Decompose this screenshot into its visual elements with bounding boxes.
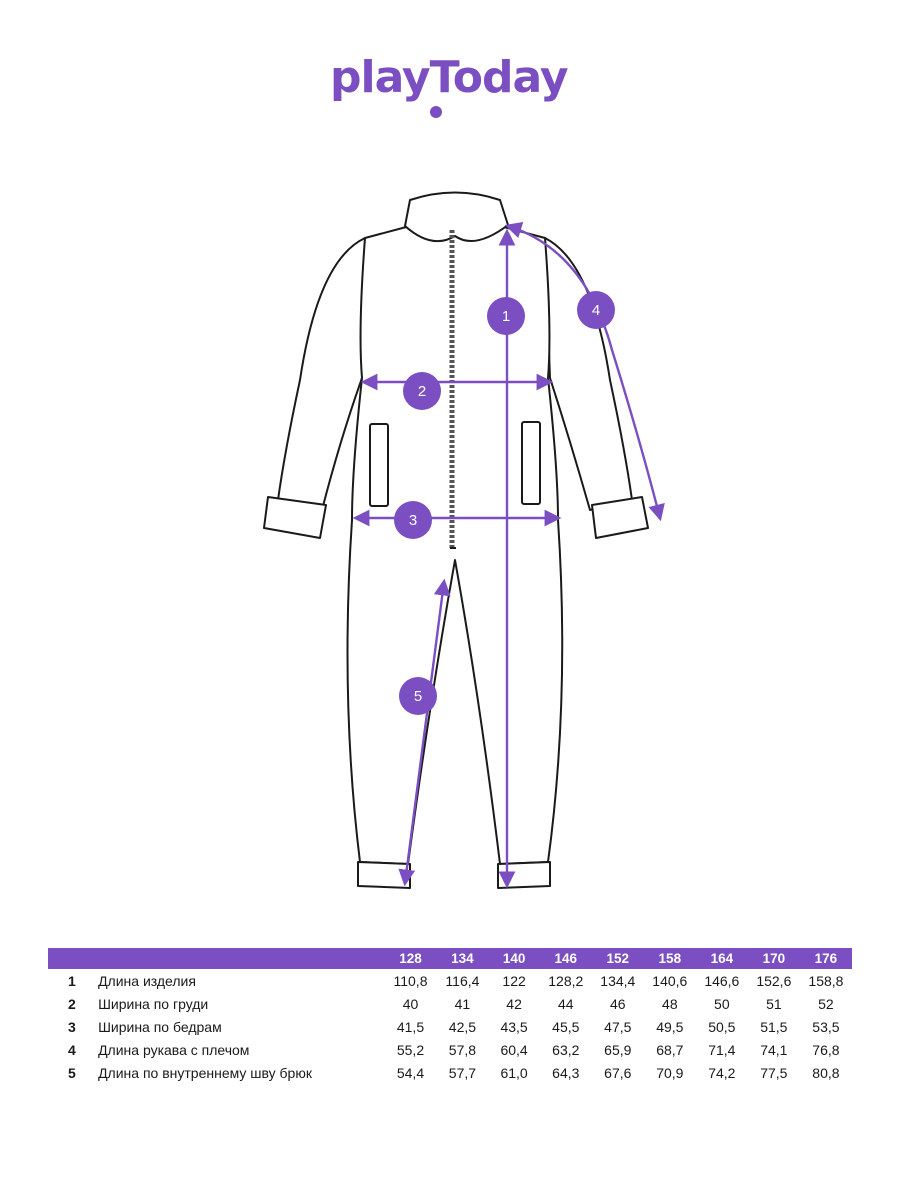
collar (405, 193, 508, 242)
measurement-value: 116,4 (445, 972, 480, 989)
size-header: 152 (592, 948, 644, 969)
measurement-value: 47,5 (604, 1018, 632, 1035)
table-row (48, 969, 852, 992)
measurement-value: 80,8 (812, 1064, 840, 1081)
svg-text:1: 1 (501, 308, 511, 325)
row-label: Длина рукава с плечом (98, 1041, 250, 1058)
size-chart-table (48, 948, 852, 1084)
row-label: Длина по внутреннему шву брюк (98, 1064, 312, 1081)
measurement-value: 134,4 (600, 972, 636, 989)
row-number: 4 (68, 1041, 76, 1058)
size-header: 164 (696, 948, 748, 969)
measurement-value: 50,5 (708, 1018, 736, 1035)
row-label: Ширина по бедрам (98, 1018, 222, 1035)
size-header: 158 (644, 948, 696, 969)
measure-marker-1 (487, 297, 525, 335)
measurement-value: 68,7 (656, 1041, 684, 1058)
measurement-value: 46 (610, 995, 626, 1012)
size-header-row (48, 948, 852, 969)
measurement-value: 140,6 (652, 972, 688, 989)
measurement-value: 152,6 (756, 972, 792, 989)
table-row (48, 1038, 852, 1061)
measurement-value: 74,2 (708, 1064, 736, 1081)
svg-text:5: 5 (413, 688, 423, 705)
measurement-value: 44 (558, 995, 574, 1012)
measurement-value: 42 (506, 995, 522, 1012)
left-sleeve (278, 238, 365, 510)
measurement-value: 63,2 (552, 1041, 580, 1058)
measurement-value: 110,8 (393, 972, 428, 989)
measurement-value: 54,4 (396, 1064, 425, 1081)
measurement-value: 51 (766, 995, 782, 1012)
left-leg-cuff (358, 862, 410, 888)
measurement-value: 40 (402, 995, 419, 1012)
svg-text:2: 2 (417, 383, 427, 400)
table-row (48, 992, 852, 1015)
measure-marker-5 (399, 677, 437, 715)
measurement-value: 65,9 (604, 1041, 632, 1058)
row-number: 5 (68, 1064, 76, 1081)
measurement-value: 49,5 (656, 1018, 684, 1035)
measurement-value: 76,8 (812, 1041, 840, 1058)
table-row (48, 1061, 852, 1084)
measurement-value: 77,5 (760, 1064, 788, 1081)
measurement-value: 61,0 (500, 1064, 528, 1081)
measurement-value: 42,5 (448, 1018, 477, 1035)
size-header: 170 (748, 948, 800, 969)
measurement-value: 70,9 (656, 1064, 684, 1081)
measurement-value: 51,5 (760, 1018, 788, 1035)
brand-logo-text: playToday (330, 52, 568, 103)
measure-marker-3 (394, 501, 432, 539)
row-label: Длина изделия (98, 972, 196, 989)
left-cuff (264, 497, 326, 538)
measure-marker-4 (577, 291, 615, 329)
measurement-value: 71,4 (708, 1041, 736, 1058)
size-header: 146 (540, 948, 592, 969)
measurement-value: 53,5 (812, 1018, 840, 1035)
jumpsuit-body (348, 226, 563, 864)
header-blank (48, 948, 98, 969)
row-number: 3 (68, 1018, 76, 1035)
measurement-value: 52 (818, 995, 834, 1012)
size-header: 128 (385, 948, 437, 969)
measurement-value: 55,2 (396, 1041, 425, 1058)
measurement-value: 48 (662, 995, 678, 1012)
measurement-value: 50 (714, 995, 730, 1012)
measure-marker-2 (403, 372, 441, 410)
measurement-value: 41,5 (396, 1018, 425, 1035)
table-row (48, 1015, 852, 1038)
measurement-value: 67,6 (604, 1064, 632, 1081)
measurement-value: 146,6 (704, 972, 740, 989)
measurement-value: 64,3 (552, 1064, 580, 1081)
size-header: 134 (436, 948, 488, 969)
measurement-value: 122 (502, 972, 526, 989)
measurement-value: 45,5 (552, 1018, 580, 1035)
row-label: Ширина по груди (98, 995, 209, 1012)
measurement-value: 74,1 (760, 1041, 788, 1058)
measurement-value: 60,4 (500, 1041, 528, 1058)
svg-text:3: 3 (408, 512, 418, 529)
svg-text:4: 4 (591, 302, 601, 319)
measurement-value: 43,5 (500, 1018, 528, 1035)
row-number: 2 (68, 995, 76, 1012)
measurement-value: 128,2 (548, 972, 584, 989)
row-number: 1 (68, 972, 76, 989)
left-pocket (370, 424, 388, 506)
right-pocket (522, 422, 540, 504)
measurement-value: 158,8 (808, 972, 844, 989)
header-blank (98, 948, 384, 969)
measurement-value: 57,8 (448, 1041, 477, 1058)
right-cuff (592, 497, 648, 538)
measurement-value: 57,7 (448, 1064, 477, 1081)
measurement-value: 41 (454, 995, 471, 1012)
size-header: 176 (800, 948, 852, 969)
size-header: 140 (488, 948, 539, 969)
